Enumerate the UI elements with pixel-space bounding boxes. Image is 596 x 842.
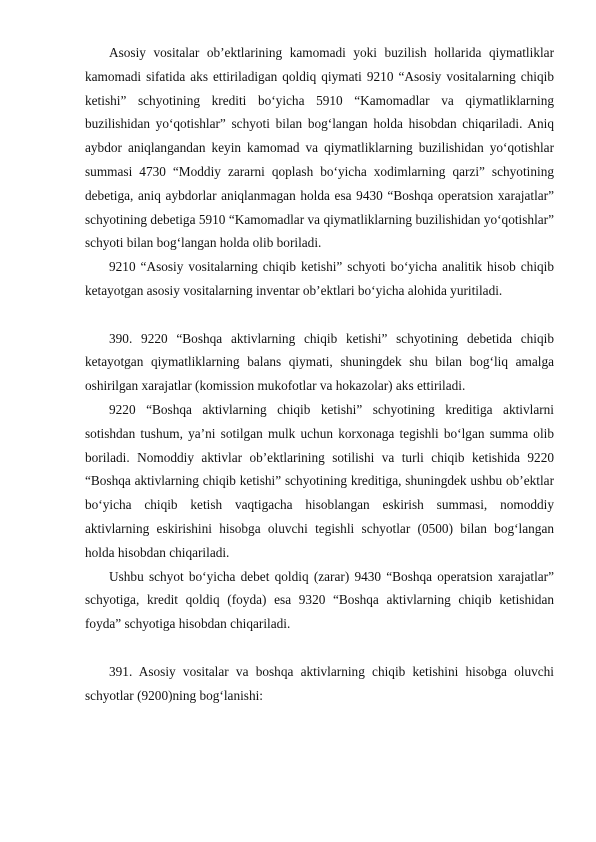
paragraph-390: 390. 9220 “Boshqa aktivlarning chiqib ketishi” schyotining debetida chiqib ketayotgan qiymatliklarning balans qiymati, shuningdek shu bilan bog‘liq amalga oshirilgan xarajatlar (komission mukofotlar va hokazolar) aks ettiriladi. — [85, 330, 554, 394]
paragraph-9220-credit: 9220 “Boshqa aktivlarning chiqib ketishi” schyotining kreditiga aktivlarni sotishdan tushum, ya’ni sotilgan mulk uchun korxonaga tegishli bo‘lgan summa olib boriladi. Nomoddiy aktivlar ob’ektlarining sotilishi va turli chiqib ketishida 9220 “Boshqa aktivlarning chiqib ketishi” schyotining kreditiga, shuningdek ushbu ob’ektlar bo‘yicha chiqib ketish vaqtigacha hisoblangan eskirish summasi, nomoddiy aktivlarning eskirishini hisobga oluvchi tegishli schyotlar (0500) bilan bog‘langan holda hisobdan chiqariladi. — [85, 401, 554, 560]
paragraph-shortage-writeoff: Asosiy vositalar ob’ektlarining kamomadi yoki buzilish hollarida qiymatliklar kamomadi sifatida aks ettiriladigan qoldiq qiymati 9210 “Asosiy vositalarning chiqib ketishi” schyotining krediti bo‘yicha 5910 “Kamomadlar va qiymatliklarning buzilishidan yo‘qotishlar” schyoti bilan bog‘langan holda hisobdan chiqariladi. Aniq aybdor aniqlangandan keyin kamomad va qiymatliklarning buzilishidan yo‘qotishlar summasi 4730 “Moddiy zararni qoplash bo‘yicha xodimlarning qarzi” schyotining debetiga, aniq aybdorlar aniqlanmagan holda esa 9430 “Boshqa operatsion xarajatlar” schyotining debetiga 5910 “Kamomadlar va qiymatliklarning buzilishidan yo‘qotishlar” schyoti bilan bog‘langan holda olib boriladi. — [85, 45, 554, 251]
paragraph-spacer — [85, 636, 554, 660]
paragraph-391: 391. Asosiy vositalar va boshqa aktivlarning chiqib ketishini hisobga oluvchi schyotlar (9200)ning bog‘lanishi: — [85, 663, 554, 703]
document-body — [85, 41, 554, 707]
paragraph-balance-writeoff: Ushbu schyot bo‘yicha debet qoldiq (zarar) 9430 “Boshqa operatsion xarajatlar” schyotiga, kredit qoldiq (foyda) esa 9320 “Boshqa aktivlarning chiqib ketishidan foyda” schyotiga hisobdan chiqariladi. — [85, 568, 554, 632]
paragraph-spacer — [85, 303, 554, 327]
paragraph-analytic-accounting: 9210 “Asosiy vositalarning chiqib ketishi” schyoti bo‘yicha analitik hisob chiqib ketayotgan asosiy vositalarning inventar ob’ektlari bo‘yicha alohida yuritiladi. — [85, 259, 554, 298]
